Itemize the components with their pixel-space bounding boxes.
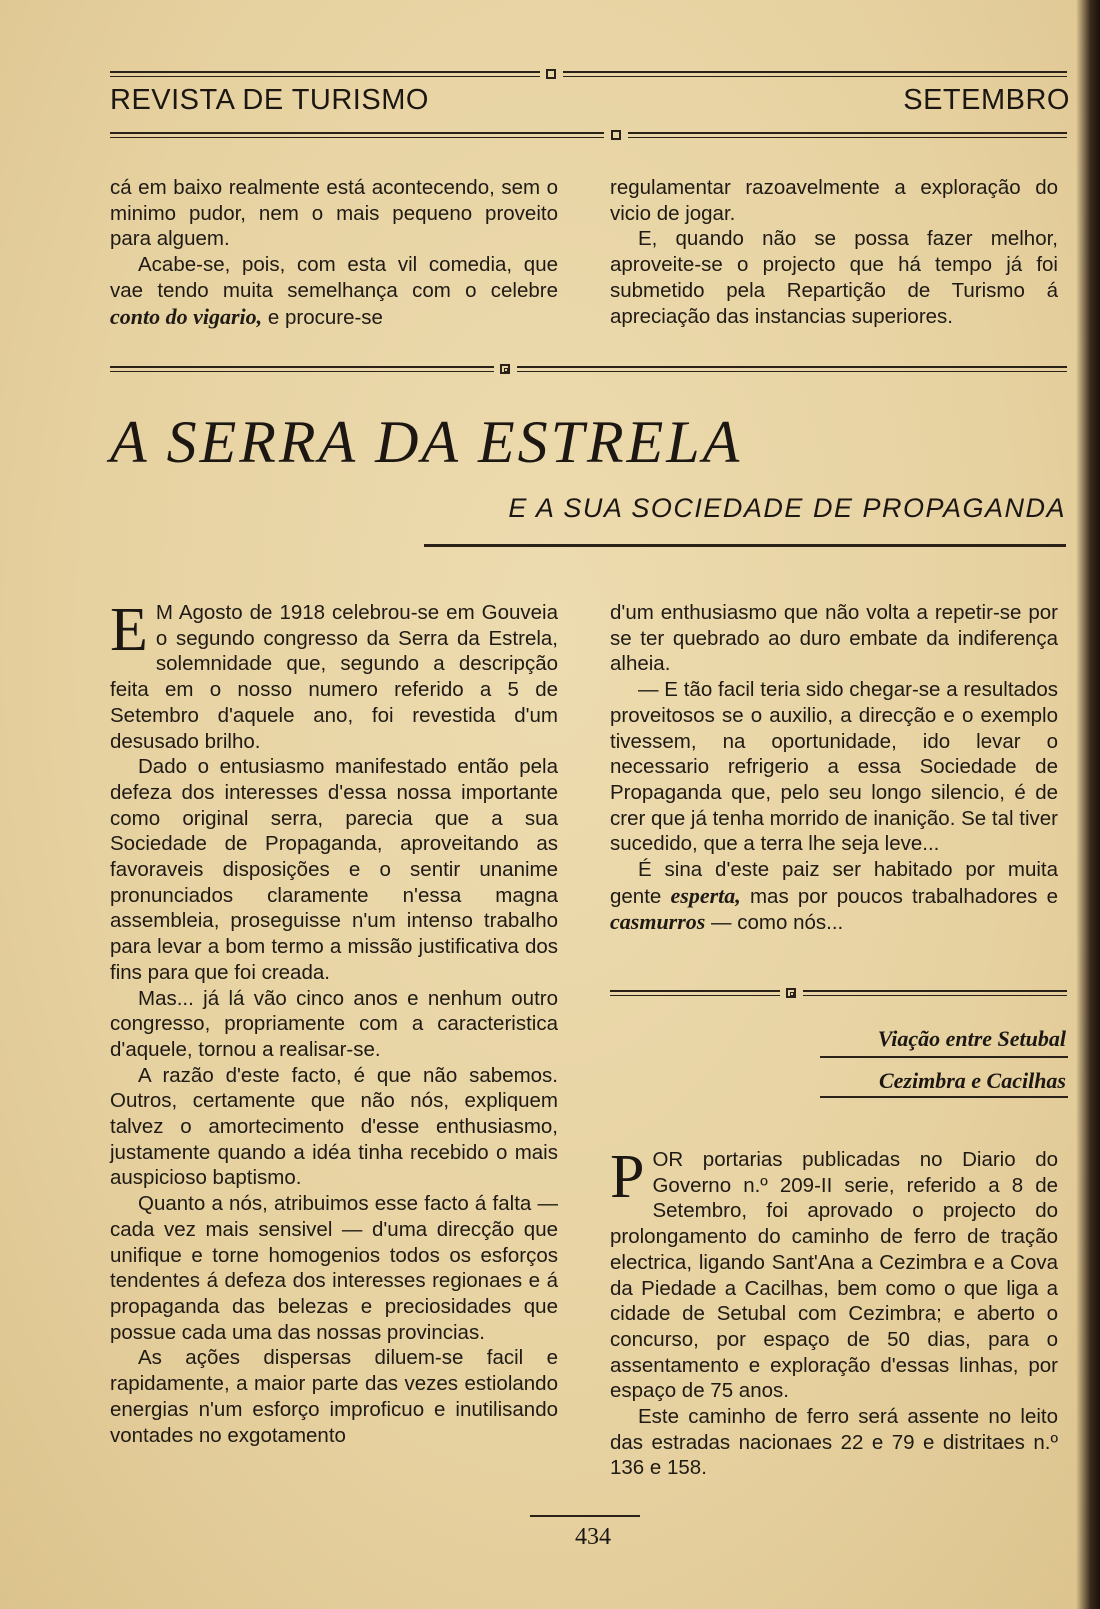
- second-article-column: [610, 1143, 1058, 1481]
- article-right-column: [610, 600, 1058, 936]
- paragraph-text: Acabe-se, pois, com esta vil comedia, que vae tendo muita semelhança com o celebre: [110, 253, 558, 302]
- article-left-paragraph-2: Mas... já lá vão cinco anos e nenhum outro congresso, propriamente com a caracteristica d'aquele, tornou a realisar-se.: [110, 986, 558, 1061]
- second-article-heading-line-1: Viação entre Setubal: [877, 1026, 1066, 1051]
- article-right-paragraph-3: [610, 857, 1058, 936]
- second-article-paragraph-2: Este caminho de ferro será assente no leito das estradas nacionaes 22 e 79 e distritaes n.º 136 e 158.: [610, 1405, 1058, 1480]
- drop-cap: P: [610, 1143, 645, 1211]
- section-rule-right: [517, 366, 1067, 372]
- section-ornament: [500, 364, 510, 374]
- lead-text: Agosto de 1918 celebrou-se em Gouveia o segundo congresso da Serra da Estrela, solemnidade que, segundo a descripção feita em o nosso numero referido a 5 de Setembro d'aquele ano, foi revestida d'um desusado brilho.: [110, 601, 558, 753]
- article-ornament: [786, 988, 796, 998]
- header-bottom-ornament: [611, 130, 621, 140]
- article-right-paragraph-2: — E tão facil teria sido chegar-se a resultados proveitosos se o auxilio, a direcção e o exemplo tivessem, na oportunidade, ido levar o necessario refrigerio a essa Sociedade de Propaganda que, pelo seu longo silencio, é de crer que já tenha morrido de inanição. Se tal tiver sucedido, que a terra lhe seja leve...: [610, 678, 1058, 856]
- article-subtitle: E A SUA SOCIEDADE DE PROPAGANDA: [508, 493, 1066, 523]
- paragraph-text: e procure-se: [262, 305, 383, 329]
- article-left-paragraph-1: Dado o entusiasmo manifestado então pela defeza dos interesses d'essa nossa importante como original serra, parecia que a sua Sociedade de Propaganda, aproveitando as favoraveis disposições e o sentir unanime pronunciados claramente n'essa magna assembleia, proseguisse n'um intenso trabalho para levar a bom termo a missão justificativa dos fins para que foi creada.: [110, 755, 558, 984]
- paragraph-text: É sina d'este paiz ser habitado por muita gente: [610, 858, 1058, 908]
- section-rule-left: [110, 366, 494, 372]
- page-number-rule: [530, 1515, 640, 1517]
- article-title: A SERRA DA ESTRELA: [110, 409, 743, 475]
- italic-word: esperta,: [670, 882, 741, 908]
- paragraph-text: — como nós...: [705, 911, 844, 935]
- top-left-column: [110, 175, 558, 330]
- header-top-rule-left: [110, 71, 540, 77]
- paragraph-text: mas por poucos trabalhadores e: [740, 884, 1059, 908]
- article-lead-paragraph: [110, 596, 558, 754]
- lead-text: portarias publicadas no Diario do Governo n.º 209-II serie, referido a 8 de Setembro, foi aprovado o projecto do prolongamento do caminho de ferro de tração electrica, ligando Sant'Ana a Cezimbra e a Cova da Piedade a Cacilhas, bem como o que liga a cidade de Setubal com Cezimbra; e aberto o concurso, por espaço de 50 dias, para o assentamento e exploração d'essas linhas, por espaço de 75 anos.: [610, 1148, 1058, 1403]
- top-left-paragraph-2: [110, 252, 558, 330]
- article-left-column: [110, 596, 558, 1448]
- header-bottom-rule-left: [110, 132, 604, 138]
- italic-word: casmurros: [610, 909, 706, 935]
- subtitle-underline: [424, 544, 1066, 547]
- second-article-heading-line-2: Cezimbra e Cacilhas: [878, 1068, 1066, 1093]
- second-article-lead: [610, 1143, 1058, 1404]
- header-bottom-rule-right: [628, 132, 1067, 138]
- article-left-paragraph-4: Quanto a nós, atribuimos esse facto á falta — cada vez mais sensivel — d'uma direcção que unifique e torne homogenios todos os esforços tendentes á defeza dos interesses regionaes e á propaganda das belezas e preciosidades que possue cada uma das nossas provincias.: [110, 1192, 558, 1344]
- page-edge-shadow: [1076, 0, 1100, 1609]
- top-left-paragraph-1: cá em baixo realmente está acontecendo, sem o minimo pudor, nem o mais pequeno proveito para alguem.: [110, 176, 558, 251]
- magazine-title: REVISTA DE TURISMO: [110, 84, 429, 116]
- page-number: 434: [575, 1524, 611, 1550]
- article-right-paragraph-1: d'um enthusiasmo que não volta a repetir-se por se ter quebrado ao duro embate da indiferença alheia.: [610, 601, 1058, 676]
- issue-month: SETEMBRO: [903, 84, 1070, 116]
- italic-phrase: conto do vigario,: [110, 303, 263, 329]
- drop-cap: E: [110, 596, 148, 664]
- second-heading-rule-1: [820, 1056, 1068, 1058]
- lead-word: M: [155, 601, 173, 624]
- top-right-paragraph-2: E, quando não se possa fazer melhor, aproveite-se o projecto que há tempo já foi submetido pela Repartição de Turismo á apreciação das instancias superiores.: [610, 227, 1058, 328]
- top-right-paragraph-1: regulamentar razoavelmente a exploração do vicio de jogar.: [610, 176, 1058, 225]
- article-left-paragraph-5: As ações dispersas diluem-se facil e rapidamente, a maior parte das vezes estiolando energias n'um esforço improficuo e inutilisando vontades no exgotamento: [110, 1346, 558, 1447]
- header-top-ornament: [546, 69, 556, 79]
- article-rule-left: [610, 990, 780, 996]
- header-top-rule-right: [563, 71, 1067, 77]
- article-rule-right: [803, 990, 1067, 996]
- lead-word: OR: [652, 1148, 684, 1171]
- article-left-paragraph-3: A razão d'este facto, é que não sabemos. Outros, certamente que não nós, expliquem talvez o amortecimento d'esse enthusiasmo, justamente quando a idéa tinha recebido o mais auspicioso baptismo.: [110, 1063, 558, 1190]
- top-right-column: [610, 175, 1058, 329]
- second-heading-rule-2: [820, 1096, 1068, 1098]
